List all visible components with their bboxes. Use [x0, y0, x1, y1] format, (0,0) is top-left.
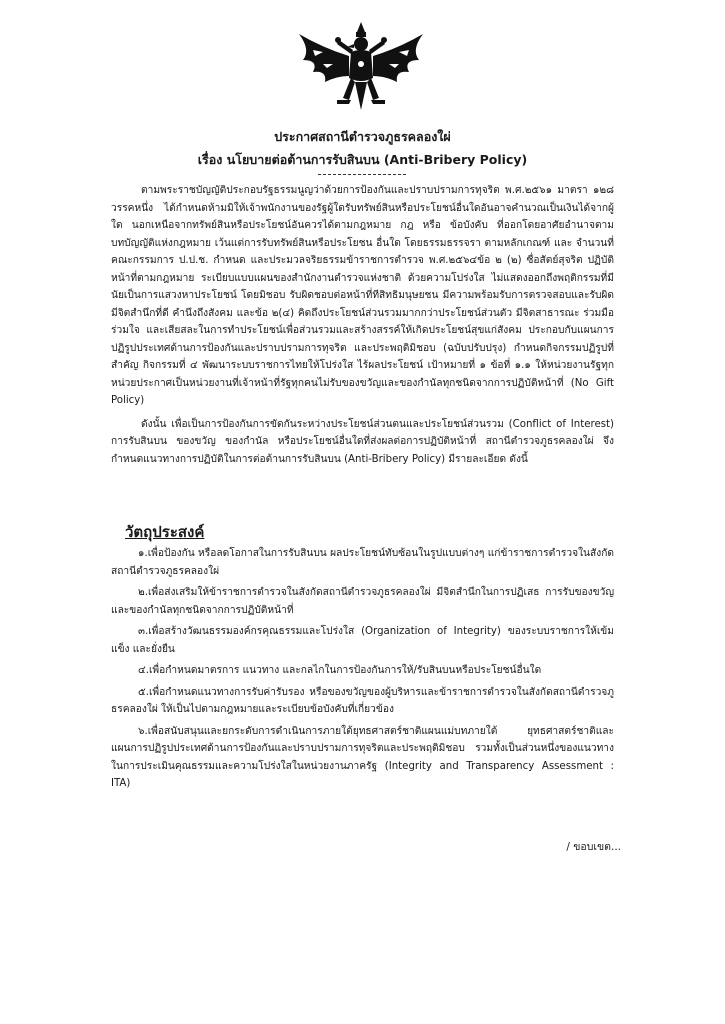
objective-item: ๕.เพื่อกำหนดแนวทางการรับค่ารับรอง หรือของขวัญของผู้บริหารและข้าราชการตำรวจในสังกัดสถานีตำรวจภูธรคลองใผ่ ให้เป็นไปตามกฎหมายและระเบียบข้อบังคับที่เกี่ยวข้อง [111, 686, 614, 715]
continue-marker: / ขอบเขต... [566, 841, 621, 853]
intro-paragraph-2: ดังนั้น เพื่อเป็นการป้องกันการขัดกันระหว่างประโยชน์ส่วนตนและประโยชน์ส่วนรวม (Conflict of Interest) การรับสินบน ของขวัญ ของกำนัล หรือประโยชน์อื่นใดที่ส่งผลต่อการปฏิบัติหน้าที่ สถานีตำรวจภูธรคลองใผ่ จึงกำหนดแนวทางการปฏิบัติในการต่อต้านการรับสินบน (Anti-Bribery Policy) มีรายละเอียด ดังนี้ [111, 418, 614, 465]
objective-item: ๒.เพื่อส่งเสริมให้ข้าราชการตำรวจในสังกัดสถานีตำรวจภูธรคลองใผ่ มีจิตสำนึกในการปฏิเสธ การรับของขวัญและของกำนัลทุกชนิดจากการปฏิบัติหน้าที่ [111, 587, 614, 616]
intro-paragraph-1: ตามพระราชบัญญัติประกอบรัฐธรรมนูญว่าด้วยการป้องกันและปราบปรามการทุจริต พ.ศ.๒๕๖๑ มาตรา ๑๒๘ วรรคหนึ่ง ได้กำหนดห้ามมิให้เจ้าพนักงานของรัฐผู้ใดรับทรัพย์สินหรือประโยชน์อื่นใดอันอาจคำนวณเป็นเงินได้จากผู้ใด นอกเหนือจากทรัพย์สินหรือประโยชน์อันควรได้ตามกฎหมาย กฎ หรือ ข้อบังคับ ที่ออกโดยอาศัยอำนาจตามบทบัญญัติแห่งกฎหมาย เว้นแต่การรับทรัพย์สินหรือประโยชน อื่นใด โดยธรรมธรรจรา ตามหลักเกณฑ์ และ จำนวนที่คณะกรรมการ ป.ป.ช. กำหนด และประมวลจริยธรรมข้าราชการตำรวจ พ.ศ.๒๕๖๔ข้อ ๒ (๒) ซื่อสัตย์สุจริต ปฏิบัติหน้าที่ตามกฎหมาย ระเบียบแบบแผนของสำนักงานตำรวจแห่งชาติ ด้วยความโปร่งใส ไม่แสดงออกถึงพฤติกรรมที่มีนัยเป็นการแสวงหาประโยชน์ โดยมิชอบ รับผิดชอบต่อหน้าที่ทีสิทธิมนุษยชน มีความพร้อมรับการตรวจสอบและรับผิด มีจิตสำนึกที่ดี คำนึงถึงสังคม และข้อ ๒(๔) คิดถึงประโยชน์ส่วนรวมมากกว่าประโยชน์ส่วนตัว มีจิตสาธารณะ ร่วมมือ ร่วมใจ และเสียสละในการทำประโยชน์เพื่อส่วนรวมและสร้างสรรค์ให้เกิดประโยชน์สุขแก่สังคม ประกอบกับแผนการปฏิรูปประเทศด้านการป้องกันและปราบปรามการทุจริต และประพฤติมิชอบ (ฉบับปรับปรุง) กำหนดกิจกรรมปฏิรูปที่สำคัญ กิจกรรมที่ ๔ พัฒนาระบบราชการไทยให้โปร่งใส ไร้ผลประโยชน์ เป้าหมายที่ ๑ ข้อที่ ๑.๑ ให้หน่วยงานรัฐทุกหน่วยประกาศเป็นหน่วยงานที่เจ้าหน้าที่รัฐทุกคนไม่รับของขวัญและของกำนัลทุกชนิดจากการปฏิบัติหน้าที่ (No Gift Policy) [111, 185, 614, 406]
objective-item: ๑.เพื่อป้องกัน หรือลดโอกาสในการรับสินบน ผลประโยชน์ทับซ้อนในรูปแบบต่างๆ แก่ข้าราชการตำรวจในสังกัดสถานีตำรวจภูธรคลองใผ่ [111, 548, 614, 577]
objectives-heading: วัตถุประสงค์ [125, 523, 205, 541]
objective-item: ๓.เพื่อสร้างวัฒนธรรมองค์กรคุณธรรมและโปร่งใส (Organization of Integrity) ของระบบราชการให้เข้มแข็ง และยั่งยืน [111, 626, 614, 655]
announcement-title: ประกาศสถานีตำรวจภูธรคลองใผ่ [274, 129, 451, 144]
objective-item: ๖.เพื่อสนับสนุนและยกระดับการดำเนินการภายใต้ยุทธศาสตร์ชาติแผนแม่บทภายใต้ ยุทธศาสตร์ชาติและแผนการปฏิรูปประเทศด้านการป้องกันและปราบปรามการทุจริตและประพฤติมิชอบ รวมทั้งเป็นส่วนหนึ่งของแนวทางในการประเมินคุณธรรมและความโปร่งใสในหน่วยงานภาครัฐ (Integrity and Transparency Assessment : ITA) [111, 725, 614, 789]
title-divider [318, 174, 406, 175]
garuda-emblem-icon [293, 20, 429, 112]
objective-item: ๔.เพื่อกำหนดมาตรการ แนวทาง และกลไกในการป้องกันการให้/รับสินบนหรือประโยชน์อื่นใด [138, 665, 542, 676]
intro-section [111, 182, 614, 468]
announcement-subject: เรื่อง นโยบายต่อต้านการรับสินบน (Anti-Bribery Policy) [197, 152, 528, 167]
objectives-list [111, 545, 614, 797]
